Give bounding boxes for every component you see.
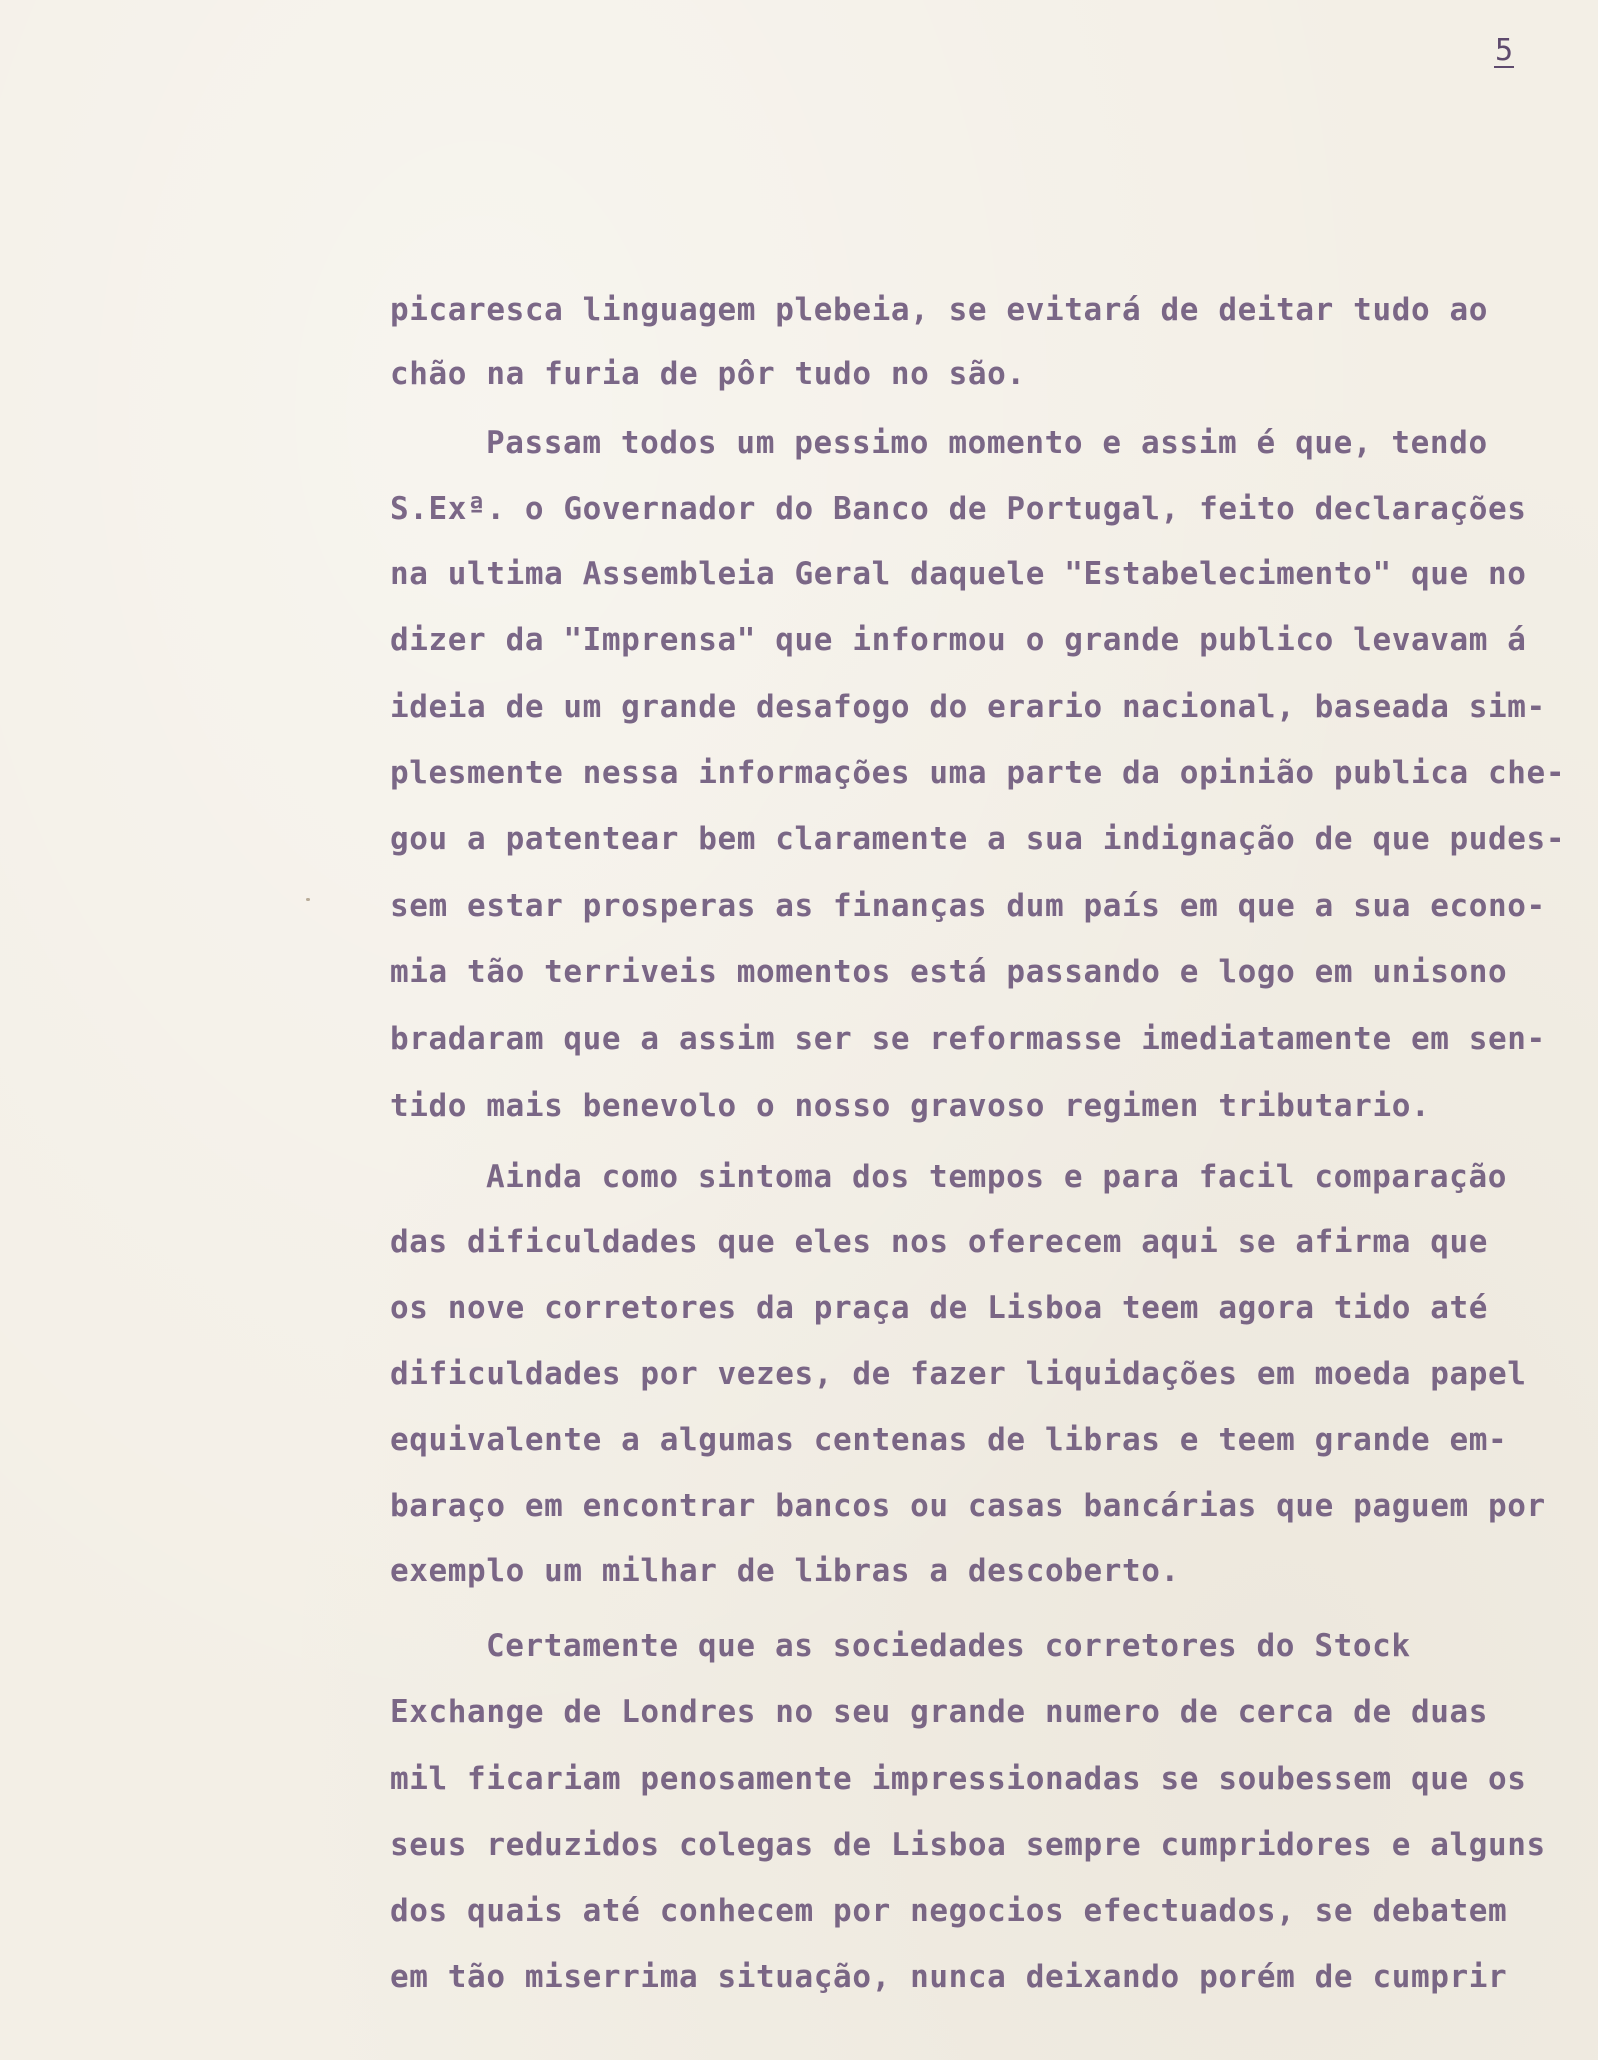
page-edge <box>1598 0 1621 2060</box>
text-line: sem estar prosperas as finanças dum país em que a sua econo- <box>390 888 1546 924</box>
page-number: 5 <box>1494 33 1514 68</box>
text-line: bradaram que a assim ser se reformasse imediatamente em sen- <box>390 1021 1546 1057</box>
text-line: plesmente nessa informações uma parte da opinião publica che- <box>390 755 1566 791</box>
text-line: Passam todos um pessimo momento e assim é que, tendo <box>486 425 1488 461</box>
text-line: mia tão terriveis momentos está passando e logo em unisono <box>390 954 1508 990</box>
text-line: S.Exª. o Governador do Banco de Portugal, feito declarações <box>390 491 1527 527</box>
text-line: exemplo um milhar de libras a descoberto. <box>390 1553 1180 1589</box>
text-line: picaresca linguagem plebeia, se evitará de deitar tudo ao <box>390 292 1489 328</box>
text-line: dos quais até conhecem por negocios efectuados, se debatem <box>390 1893 1508 1929</box>
text-line: dizer da "Imprensa" que informou o grande publico levavam á <box>390 622 1527 658</box>
text-line: gou a patentear bem claramente a sua indignação de que pudes- <box>390 821 1566 857</box>
text-line: os nove corretores da praça de Lisboa teem agora tido até <box>390 1290 1489 1326</box>
text-line: seus reduzidos colegas de Lisboa sempre cumpridores e alguns <box>390 1827 1546 1863</box>
text-line: em tão miserrima situação, nunca deixando porém de cumprir <box>390 1959 1508 1995</box>
text-line: das dificuldades que eles nos oferecem aqui se afirma que <box>390 1224 1489 1260</box>
ink-mark <box>306 898 310 901</box>
text-line: chão na furia de pôr tudo no são. <box>390 356 1026 392</box>
text-line: Certamente que as sociedades corretores do Stock <box>486 1628 1411 1664</box>
text-line: ideia de um grande desafogo do erario nacional, baseada sim- <box>390 689 1546 725</box>
text-line: baraço em encontrar bancos ou casas bancárias que paguem por <box>390 1488 1546 1524</box>
text-line: dificuldades por vezes, de fazer liquidações em moeda papel <box>390 1356 1527 1392</box>
text-line: equivalente a algumas centenas de libras e teem grande em- <box>390 1422 1508 1458</box>
text-line: mil ficariam penosamente impressionadas se soubessem que os <box>390 1761 1527 1797</box>
text-line: na ultima Assembleia Geral daquele "Estabelecimento" que no <box>390 556 1527 592</box>
text-line: tido mais benevolo o nosso gravoso regimen tributario. <box>390 1088 1431 1124</box>
text-line: Ainda como sintoma dos tempos e para facil comparação <box>486 1159 1507 1195</box>
text-line: Exchange de Londres no seu grande numero de cerca de duas <box>390 1694 1489 1730</box>
